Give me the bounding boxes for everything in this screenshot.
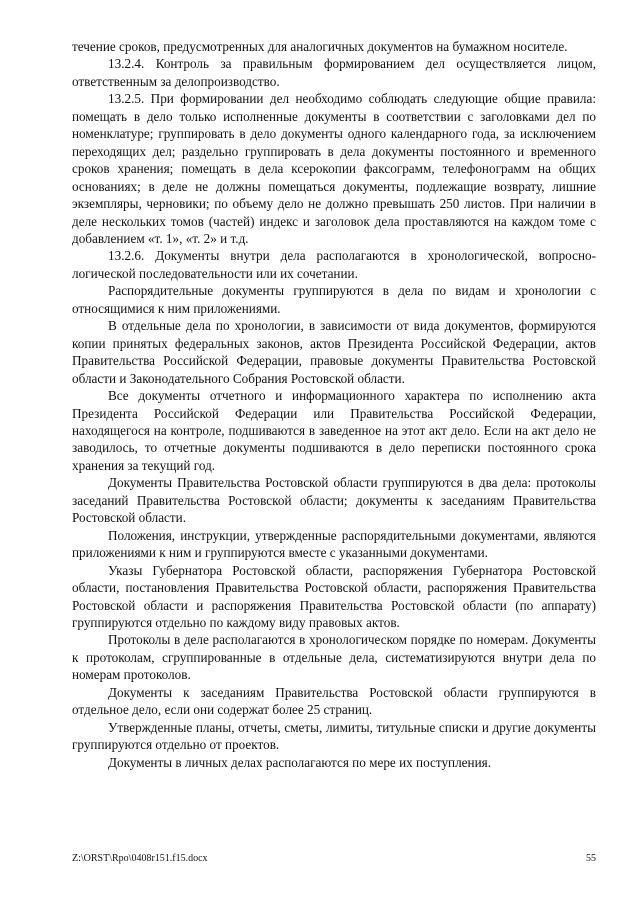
paragraph: Документы Правительства Ростовской области группируются в два дела: протоколы заседаний Правительства Ростовской области; документы к заседаниям Правительства Ростовской области. (72, 475, 596, 526)
file-path: Z:\ORST\Rpo\0408r151.f15.docx (72, 853, 208, 864)
paragraph: Все документы отчетного и информационного характера по исполнению акта Президента Российской Федерации или Правительства Российской Федерации, находящегося на контроле, подшиваются в заведенное на этот акт дело. Если на акт дело не заводилось, то отчетные документы подшиваются в дело переписки постоянного срока хранения за текущий год. (72, 388, 596, 473)
paragraph: В отдельные дела по хронологии, в зависимости от вида документов, формируются копии принятых федеральных законов, актов Президента Российской Федерации, актов Правительства Российской Федерации, правовые документы Правительства Ростовской области и Законодательного Собрания Ростовской области. (72, 318, 596, 386)
paragraph-13-2-4: 13.2.4. Контроль за правильным формированием дел осуществляется лицом, ответственным за делопроизводство. (72, 56, 596, 89)
paragraph: Распорядительные документы группируются в дела по видам и хронологии с относящимися к ним приложениями. (72, 283, 596, 316)
paragraph: Документы к заседаниям Правительства Ростовской области группируются в отдельное дело, если они содержат более 25 страниц. (72, 684, 596, 718)
paragraph: Протоколы в деле располагаются в хронологическом порядке по номерам. Документы к протоколам, сгруппированные в отдельные дела, систематизируются внутри дела по номерам протоколов. (72, 632, 596, 683)
paragraph: Утвержденные планы, отчеты, сметы, лимиты, титульные списки и другие документы группируются отдельно от проектов. (72, 719, 596, 753)
page-number: 55 (586, 853, 596, 864)
paragraph: Документы в личных делах располагаются по мере их поступления. (108, 754, 492, 770)
paragraph-13-2-5: 13.2.5. При формировании дел необходимо соблюдать следующие общие правила: помещать в дело только исполненные документы в соответствии с заголовками дел по номенклатуре; группировать в дело документы одного календарного года, за исключением переходящих дел; раздельно группировать в дела документы постоянного и временного сроков хранения; помещать в дела ксерокопии факсограмм, телефонограмм на общих основаниях; в деле не должны помещаться документы, подлежащие возврату, лишние экземпляры, черновики; по объему дело не должно превышать 250 листов. При наличии в деле нескольких томов (частей) индекс и заголовок дела проставляются на каждом томе с добавлением «т. 1», «т. 2» и т.д. (72, 91, 596, 246)
paragraph: Положения, инструкции, утвержденные распорядительными документами, являются приложениями к ним и группируются вместе с указанными документами. (72, 527, 596, 561)
document-body (72, 38, 596, 771)
paragraph-continuation: течение сроков, предусмотренных для аналогичных документов на бумажном носителе. (72, 39, 568, 54)
paragraph: Указы Губернатора Ростовской области, распоряжения Губернатора Ростовской области, постановления Правительства Ростовской области, распоряжения Правительства Ростовской области и распоряжения Правительства Ростовской области (по аппарату) группируются отдельно по каждому виду правовых актов. (72, 562, 596, 630)
paragraph-13-2-6: 13.2.6. Документы внутри дела располагаются в хронологической, вопросно-логической последовательности или их сочетании. (72, 248, 596, 281)
